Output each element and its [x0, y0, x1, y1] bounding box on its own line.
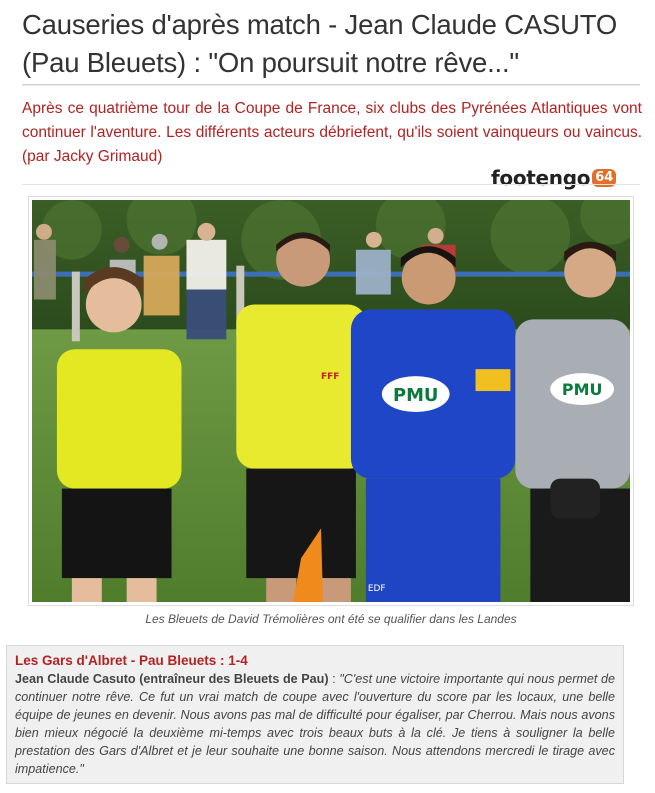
article-lead: Après ce quatrième tour de la Coupe de France, six clubs des Pyrénées Atlantiques vont continuer l'aventure. Les différents acteurs débriefent, qu'ils soient vainqueurs ou vaincus. (par Jacky Grimaud)	[22, 100, 642, 165]
shirt-sponsor-blue: PMU	[392, 385, 439, 406]
article-photo-frame	[28, 196, 634, 606]
match-comment	[15, 670, 615, 778]
logo-wordmark: footengo	[491, 166, 591, 190]
title-divider	[22, 84, 640, 86]
comment-separator: :	[328, 672, 340, 686]
rail-post	[72, 272, 80, 342]
captain-armband	[476, 369, 511, 391]
article-photo[interactable]	[32, 200, 630, 602]
kit-supplier-mark: EDF	[367, 584, 386, 595]
shirt-sponsor-grey: PMU	[561, 380, 603, 400]
comment-quote: "C'est une victoire importante qui nous permet de continuer notre rêve. Ce fut un vrai match de coupe avec l'ouverture du score par les locaux, une belle équipe de jeunes en devenir. Nous avons pas mal de difficulté pour égaliser, par Cherrou. Mais nous avons bien mieux négocié la deuxième mi-temps avec trois beaux buts à la clé. Je tiens à souligner la belle prestation des Gars d'Albret et je leur souhaite une bonne saison. Nous attendons mercredi le tirage avec impatience."	[15, 672, 616, 776]
comment-speaker: Jean Claude Casuto (entraîneur des Bleuets de Pau)	[15, 672, 329, 686]
lead-divider	[22, 184, 640, 185]
goalkeeper-gloves	[550, 479, 600, 519]
article-title: Causeries d'après match - Jean Claude CASUTO (Pau Bleuets) : "On poursuit notre rêve..."	[22, 9, 618, 78]
match-result-title: Les Gars d'Albret - Pau Bleuets : 1-4	[15, 653, 248, 668]
logo-badge: 64	[592, 169, 616, 187]
footengo-logo[interactable]	[491, 165, 616, 191]
photo-caption: Les Bleuets de David Trémolières ont été se qualifier dans les Landes	[145, 612, 517, 626]
ref-badge: FFF	[321, 372, 340, 383]
match-comment-box	[6, 645, 624, 784]
